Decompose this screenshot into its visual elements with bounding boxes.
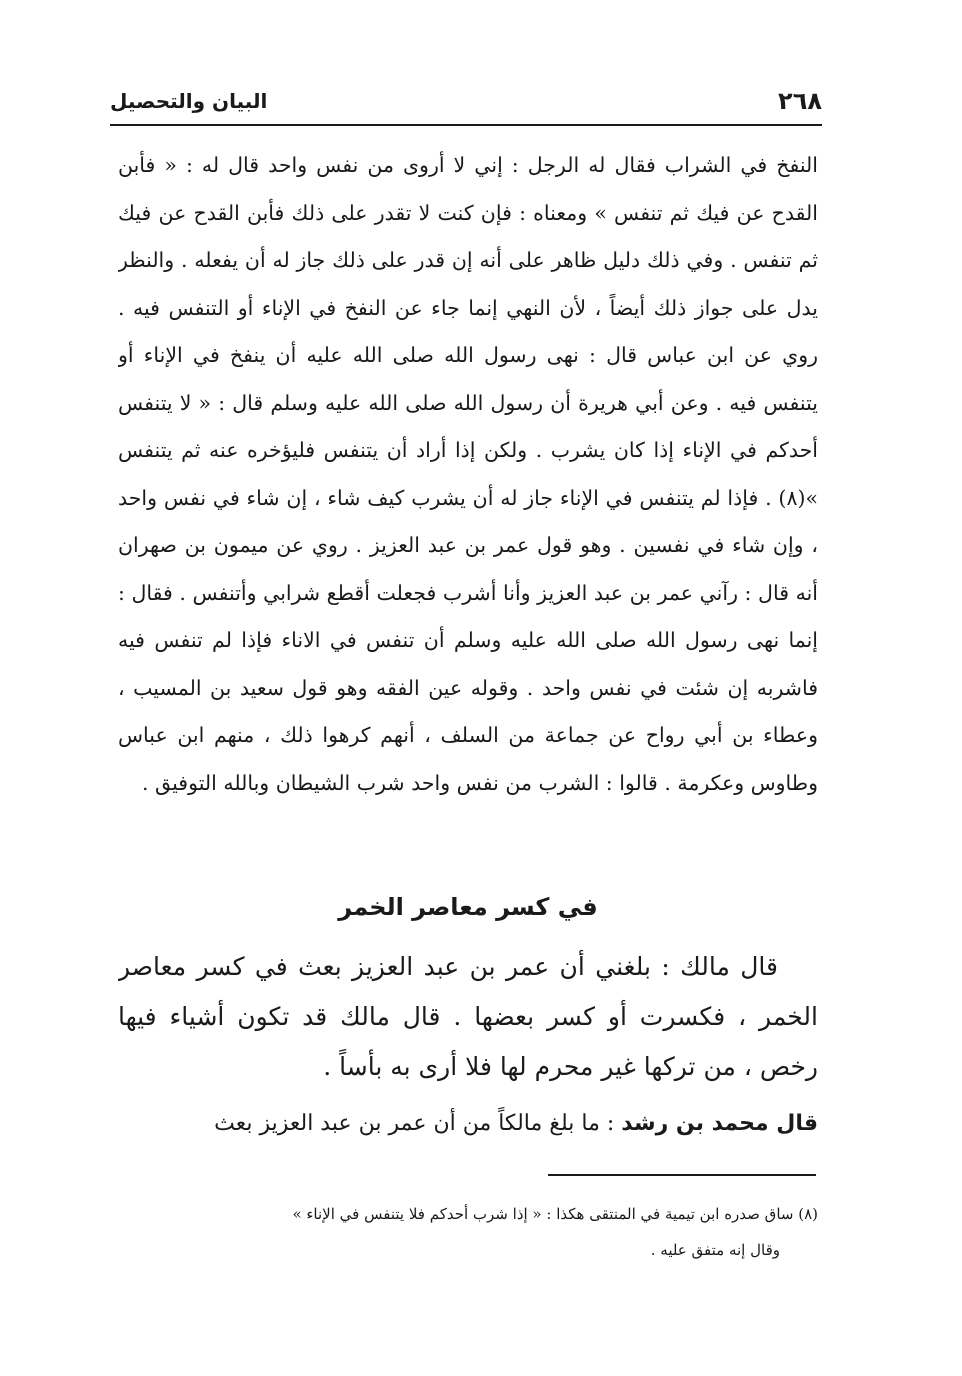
header-divider [110, 124, 822, 126]
page-header [110, 82, 822, 120]
main-text-block [118, 142, 818, 862]
section-paragraph [118, 942, 818, 1092]
footnote [118, 1196, 818, 1276]
footnote-line-2: وقال إنه متفق عليه . [650, 1241, 780, 1259]
commentary-line [118, 1100, 818, 1150]
section-paragraph-text: قال مالك : بلغني أن عمر بن عبد العزيز بعث في كسر معاصر الخمر ، فكسرت أو كسر بعضها . قال مالك قد تكون أشياء فيها رخص ، من تركها غير محرم لها فلا أرى به بأساً . [118, 952, 818, 1081]
footnote-line-2-wrap [118, 1232, 818, 1268]
running-title: البيان والتحصيل [110, 89, 268, 113]
section-text-block [118, 942, 818, 1092]
footnote-divider [548, 1174, 816, 1176]
main-paragraph: النفخ في الشراب فقال له الرجل : إني لا أروى من نفس واحد قال له : « فأبن القدح عن فيك ثم تنفس » ومعناه : فإن كنت لا تقدر على ذلك فأبن القدح عن فيك ثم تنفس . وفي ذلك دليل ظاهر على أنه إن قدر على ذلك جاز له أن يفعله . والنظر يدل على جواز ذلك أيضاً ، لأن النهي إنما جاء عن النفخ في الإناء أو التنفس فيه . روي عن ابن عباس قال : نهى رسول الله صلى الله عليه أن ينفخ في الإناء أو يتنفس فيه . وعن أبي هريرة أن رسول الله صلى الله عليه وسلم قال : « لا يتنفس أحدكم في الإناء إذا كان يشرب . ولكن إذا أراد أن يتنفس فليؤخره عنه ثم يتنفس »(٨) . فإذا لم يتنفس في الإناء جاز له أن يشرب كيف شاء ، إن شاء في نفس واحد ، وإن شاء في نفسين . وهو قول عمر بن عبد العزيز . روي عن ميمون بن صهران أنه قال : رآني عمر بن عبد العزيز وأنا أشرب فجعلت أقطع شرابي وأتنفس . فقال : إنما نهى رسول الله صلى الله عليه وسلم أن تنفس في الاناء فإذا لم تنفس فيه فاشربه إن شئت في نفس واحد . وقوله عين الفقه وهو قول سعيد بن المسيب ، وعطاء بن أبي رواح عن جماعة من السلف ، أنهم كرهوا ذلك ، منهم ابن عباس وطاوس وعكرمة . قالوا : الشرب من نفس واحد شرب الشيطان وبالله التوفيق . [118, 153, 818, 795]
footnote-line-1: (٨) ساق صدره ابن تيمية في المنتقى هكذا : « إذا شرب أحدكم فلا يتنفس في الإناء » [292, 1205, 818, 1223]
commentary-speaker: قال محمد بن رشد [621, 1111, 818, 1136]
commentary-text: : ما بلغ مالكاً من أن عمر بن عبد العزيز بعث [214, 1111, 615, 1136]
page-number: ٢٦٨ [778, 87, 822, 115]
section-heading: في كسر معاصر الخمر [338, 893, 598, 921]
